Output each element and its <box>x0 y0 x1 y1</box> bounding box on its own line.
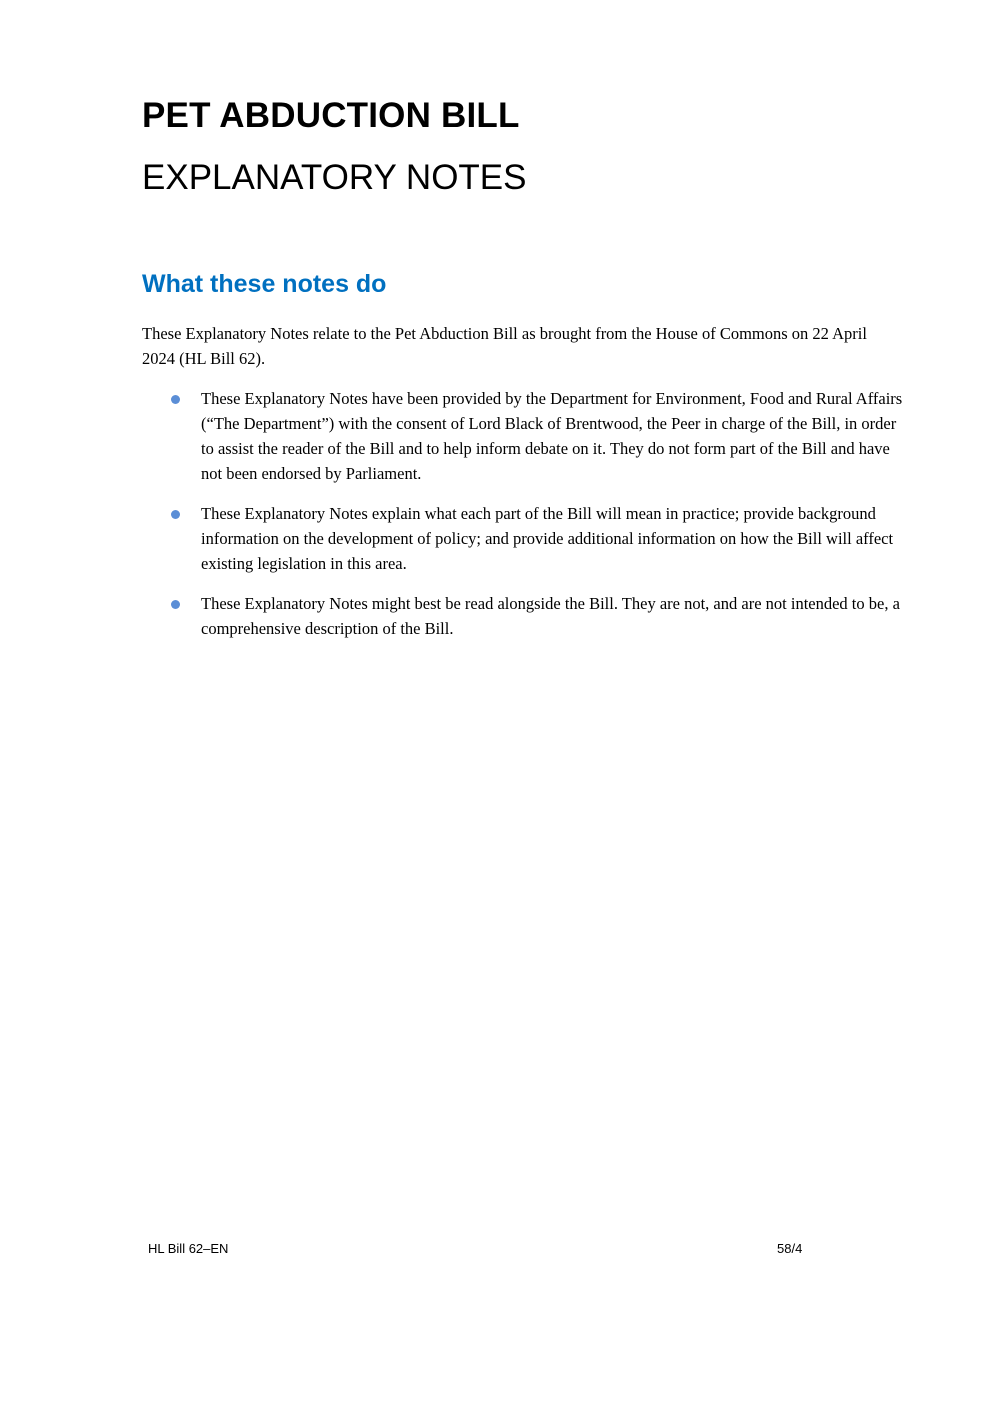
document-subtitle: EXPLANATORY NOTES <box>142 158 527 197</box>
footer-print-number: 58/4 <box>777 1241 803 1256</box>
bullet-item <box>142 501 912 576</box>
intro-paragraph: These Explanatory Notes relate to the Pet Abduction Bill as brought from the House of Commons on 22 April 2024 (HL Bill 62). <box>142 324 867 368</box>
bullet-text: These Explanatory Notes might best be read alongside the Bill. They are not, and are not intended to be, a comprehensive description of the Bill. <box>201 594 900 638</box>
bullet-item <box>142 591 912 641</box>
bullet-text: These Explanatory Notes explain what each part of the Bill will mean in practice; provide background information on the development of policy; and provide additional information on how the Bill will affect existing legislation in this area. <box>201 504 894 573</box>
bullet-text: These Explanatory Notes have been provided by the Department for Environment, Food and Rural Affairs (“The Department”) with the consent of Lord Black of Brentwood, the Peer in charge of the Bill, in order to assist the reader of the Bill and to help inform debate on it. They do not form part of the Bill and have not been endorsed by Parliament. <box>201 389 903 483</box>
bullet-dot-icon <box>171 395 180 404</box>
section-heading: What these notes do <box>142 270 387 298</box>
document-title: PET ABDUCTION BILL <box>142 96 520 135</box>
bullet-dot-icon <box>171 510 180 519</box>
bullet-list <box>142 386 912 656</box>
footer-bill-reference: HL Bill 62–EN <box>148 1241 229 1256</box>
bullet-dot-icon <box>171 600 180 609</box>
bullet-item <box>142 386 912 486</box>
